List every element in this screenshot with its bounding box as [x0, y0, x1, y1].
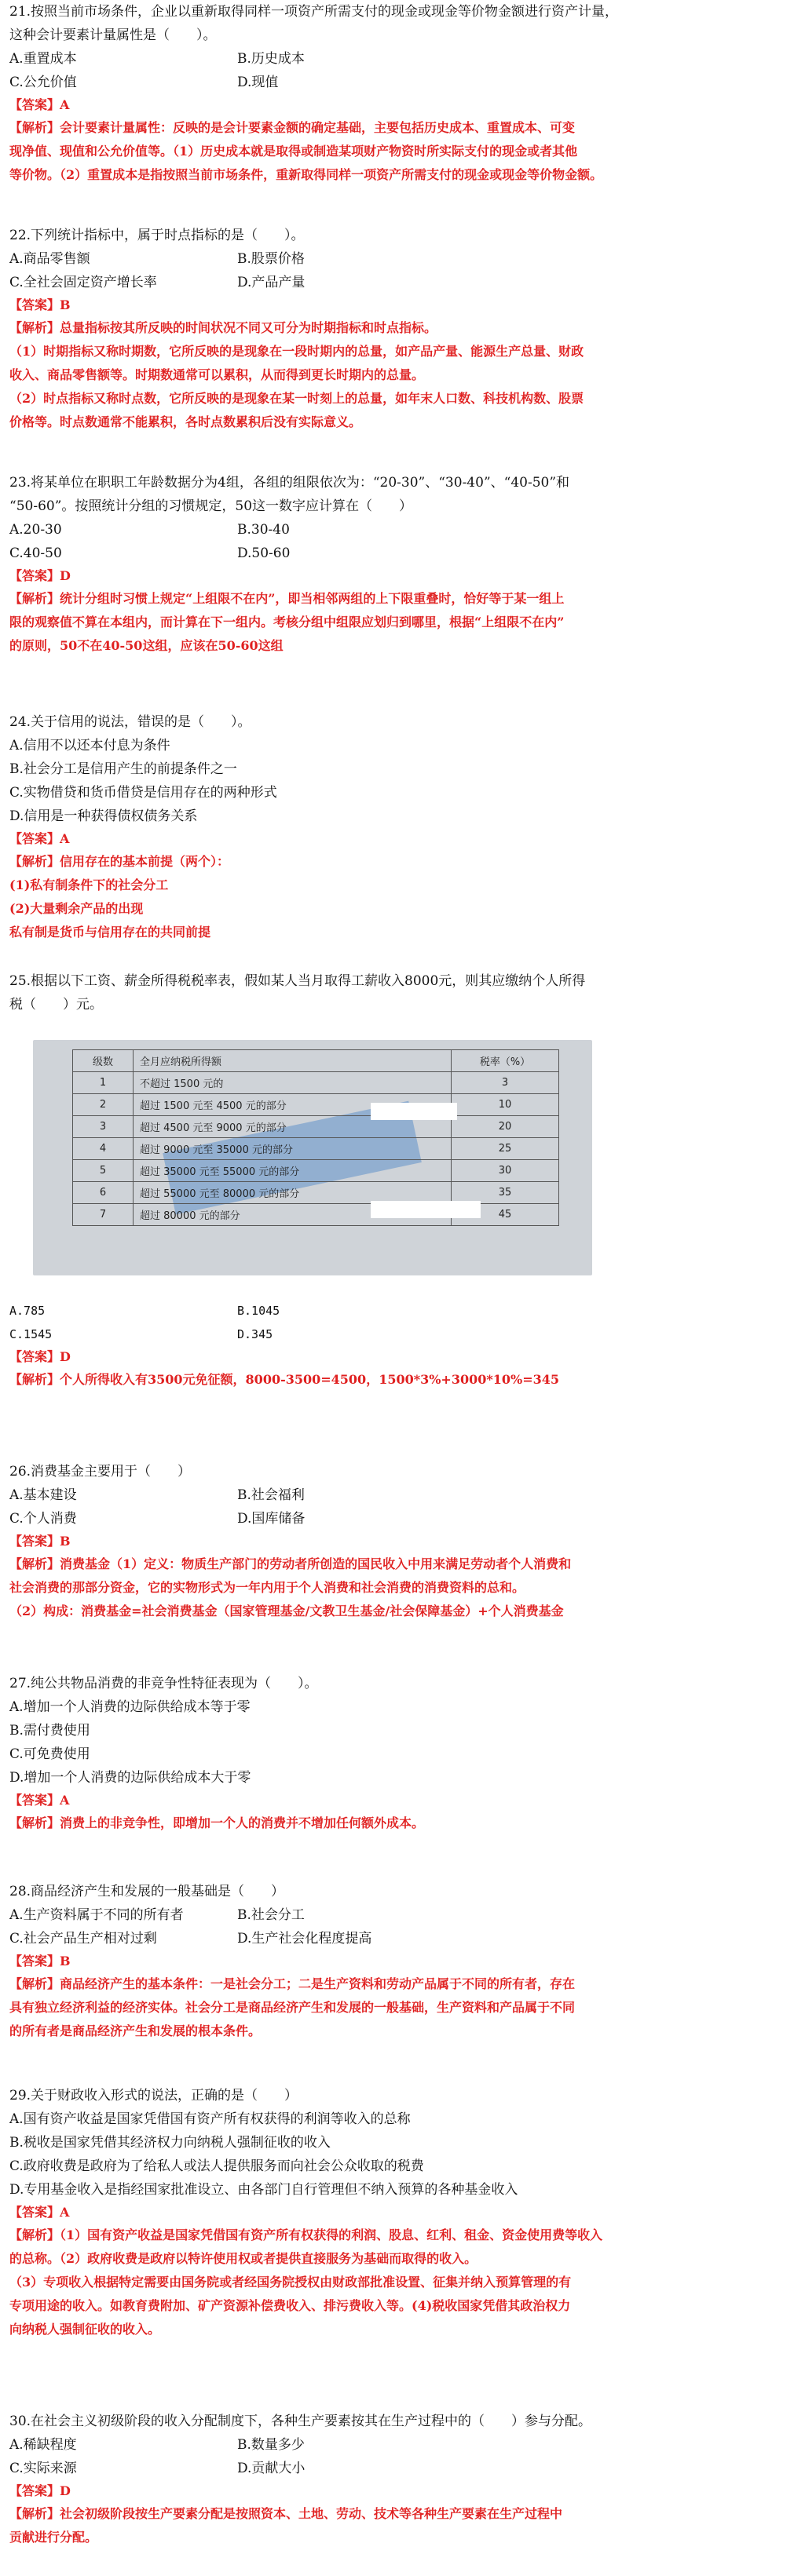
- question-24: [9, 710, 779, 944]
- option-a: A.基本建设: [9, 1487, 77, 1503]
- option-d: D.信用是一种获得债权债务关系: [9, 808, 198, 824]
- question-stem: 29.关于财政收入形式的说法，正确的是（ ）: [9, 2088, 298, 2103]
- table-row: 1 不超过 1500 元的 3: [73, 1072, 559, 1094]
- options: [9, 247, 779, 294]
- tax-rate-table-photo: [33, 1040, 592, 1275]
- option-a: A.重置成本: [9, 51, 77, 67]
- option-b: B.税收是国家凭借其经济权力向纳税人强制征收的收入: [9, 2135, 331, 2151]
- option-d: D.增加一个人消费的边际供给成本大于零: [9, 1770, 251, 1786]
- option-a: A.商品零售额: [9, 251, 90, 267]
- table-row: 7 超过 80000 元的部分 45: [73, 1204, 559, 1226]
- option-b: B.社会分工是信用产生的前提条件之一: [9, 761, 237, 777]
- question-stem: 27.纯公共物品消费的非竞争性特征表现为（ ）。: [9, 1676, 318, 1691]
- option-a: A.增加一个人消费的边际供给成本等于零: [9, 1699, 251, 1715]
- question-30: [9, 2410, 779, 2549]
- question-stem: 26.消费基金主要用于（ ）: [9, 1464, 192, 1480]
- answer: 【答案】B: [9, 1534, 71, 1549]
- table-row: 4 超过 9000 元至 35000 元的部分 25: [73, 1138, 559, 1160]
- option-c: C.全社会固定资产增长率: [9, 275, 157, 290]
- table-header: 全月应纳税所得额: [134, 1050, 452, 1072]
- answer: 【答案】A: [9, 2205, 70, 2220]
- option-c: C.社会产品生产相对过剩: [9, 1931, 157, 1947]
- question-27: [9, 1672, 779, 1835]
- analysis: 【解析】消费上的非竞争性，即增加一个人的消费并不增加任何额外成本。: [9, 1815, 425, 1830]
- option-d: D.生产社会化程度提高: [237, 1931, 372, 1947]
- option-a: A.信用不以还本付息为条件: [9, 738, 170, 753]
- option-d: D.现值: [237, 75, 279, 90]
- option-c: C.实物借贷和货币借贷是信用存在的两种形式: [9, 785, 277, 801]
- option-d: D.50-60: [237, 545, 291, 561]
- option-b: B.社会分工: [237, 1907, 305, 1923]
- options: [9, 2433, 779, 2480]
- question-25: [9, 969, 779, 1016]
- answer: 【答案】A: [9, 1793, 70, 1808]
- question-stem: 24.关于信用的说法，错误的是（ ）。: [9, 714, 251, 730]
- option-b: B.历史成本: [237, 51, 305, 67]
- answer: 【答案】B: [9, 1954, 71, 1968]
- question-23: [9, 471, 779, 658]
- table-row: 3 超过 4500 元至 9000 元的部分 20: [73, 1116, 559, 1138]
- answer: 【答案】D: [9, 568, 71, 583]
- answer: 【答案】D: [9, 2483, 71, 2498]
- answer: 【答案】D: [9, 1349, 71, 1364]
- redaction-block: [371, 1103, 457, 1120]
- question-22: [9, 224, 779, 434]
- option-d: D.345: [237, 1327, 273, 1341]
- options: [9, 47, 779, 94]
- analysis: 【解析】消费基金（1）定义：物质生产部门的劳动者所创造的国民收入中用来满足劳动者个人消费和 社会消费的那部分资金，它的实物形式为一年内用于个人消费和社会消费的消费资料的总和。 （2）构成：消费基金=社会消费基金（国家管理基金/文教卫生基金/社会保障基金）+个人消费基金: [9, 1556, 572, 1618]
- analysis: 【解析】总量指标按其所反映的时间状况不同又可分为时期指标和时点指标。 （1）时期指标又称时期数，它所反映的是现象在一段时期内的总量，如产品产量、能源生产总量、财政 收入、商品零售额等。时期数通常可以累积，从而得到更长时期内的总量。 （2）时点指标又称时点数，它所反映的是现象在某一时刻上的总量，如年末人口数、科技机构数、股票 价格等。时点数通常不能累积，各时点数累积后没有实际意义。: [9, 320, 584, 429]
- question-26: [9, 1460, 779, 1623]
- option-d: D.产品产量: [237, 275, 306, 290]
- analysis: 【解析】会计要素计量属性：反映的是会计要素金额的确定基础，主要包括历史成本、重置成本、可变 现净值、现值和公允价值等。（1）历史成本就是取得或制造某项财产物资时所实际支付的现金或者其他 等价物。（2）重置成本是指按照当前市场条件，重新取得同样一项资产所需支付的现金或现金等价物金额。: [9, 120, 603, 182]
- option-d: D.专用基金收入是指经国家批准设立、由各部门自行管理但不纳入预算的各种基金收入: [9, 2182, 518, 2198]
- answer: 【答案】B: [9, 297, 71, 312]
- option-c: C.1545: [9, 1327, 53, 1341]
- analysis: 【解析】商品经济产生的基本条件：一是社会分工；二是生产资料和劳动产品属于不同的所有者，存在 具有独立经济利益的经济实体。社会分工是商品经济产生和发展的一般基础，生产资料和产品属于不同 的所有者是商品经济产生和发展的根本条件。: [9, 1976, 576, 2038]
- redaction-block: [371, 1201, 481, 1218]
- question-stem: 25.根据以下工资、薪金所得税税率表，假如某人当月取得工薪收入8000元，则其应缴纳个人所得 税（ ）元。: [9, 973, 586, 1013]
- option-c: C.个人消费: [9, 1511, 77, 1527]
- question-stem: 23.将某单位在职职工年龄数据分为4组，各组的组限依次为：“20-30”、“30-40”、“40-50”和 “50-60”。按照统计分组的习惯规定，50这一数字应计算在（ ）: [9, 475, 570, 514]
- table-row: 5 超过 35000 元至 55000 元的部分 30: [73, 1160, 559, 1182]
- option-b: B.股票价格: [237, 251, 305, 267]
- question-25-answer: [9, 1299, 779, 1392]
- options: [9, 1903, 779, 1950]
- question-28: [9, 1880, 779, 2043]
- analysis: 【解析】信用存在的基本前提（两个）： (1)私有制条件下的社会分工 (2)大量剩余产品的出现 私有制是货币与信用存在的共同前提: [9, 854, 230, 940]
- analysis: 【解析】个人所得收入有3500元免征额，8000-3500=4500，1500*3%+3000*10%=345: [9, 1372, 560, 1387]
- option-b: B.需付费使用: [9, 1723, 90, 1739]
- options: [9, 1483, 779, 1531]
- option-c: C.40-50: [9, 545, 62, 561]
- analysis: 【解析】社会初级阶段按生产要素分配是按照资本、土地、劳动、技术等各种生产要素在生产过程中 贡献进行分配。: [9, 2506, 563, 2545]
- options: [9, 734, 779, 828]
- tax-rate-table: [72, 1049, 559, 1226]
- option-a: A.生产资料属于不同的所有者: [9, 1907, 184, 1923]
- answer: 【答案】A: [9, 97, 70, 112]
- question-21: [9, 0, 779, 187]
- option-b: B.数量多少: [237, 2437, 305, 2453]
- option-d: D.贡献大小: [237, 2461, 306, 2476]
- option-c: C.可免费使用: [9, 1746, 90, 1762]
- option-b: B.1045: [237, 1304, 280, 1318]
- options: [9, 1695, 779, 1790]
- option-c: C.实际来源: [9, 2461, 77, 2476]
- table-row: 2 超过 1500 元至 4500 元的部分 10: [73, 1094, 559, 1116]
- option-c: C.政府收费是政府为了给私人或法人提供服务而向社会公众收取的税费: [9, 2158, 424, 2174]
- option-d: D.国库储备: [237, 1511, 306, 1527]
- question-29: [9, 2084, 779, 2341]
- options: [9, 2107, 779, 2202]
- analysis: 【解析】统计分组时习惯上规定“上组限不在内”，即当相邻两组的上下限重叠时，恰好等于某一组上 限的观察值不算在本组内，而计算在下一组内。考核分组中组限应划归到哪里，根据“上组限不在内” 的原则，50不在40-50这组，应该在50-60这组: [9, 591, 565, 653]
- analysis: 【解析】（1）国有资产收益是国家凭借国有资产所有权获得的利润、股息、红利、租金、资金使用费等收入 的总称。（2）政府收费是政府以特许使用权或者提供直接服务为基础而取得的收入。 （3）专项收入根据特定需要由国务院或者经国务院授权由财政部批准设置、征集并纳入预算管理的有 专项用途的收入。如教育费附加、矿产资源补偿费收入、排污费收入等。(4)税收国家凭借其政治权力 向纳税人强制征收的收入。: [9, 2228, 603, 2337]
- question-stem: 21.按照当前市场条件，企业以重新取得同样一项资产所需支付的现金或现金等价物金额进行资产计量， 这种会计要素计量属性是（ ）。: [9, 4, 619, 43]
- question-stem: 22.下列统计指标中，属于时点指标的是（ ）。: [9, 228, 305, 243]
- option-a: A.国有资产收益是国家凭借国有资产所有权获得的利润等收入的总称: [9, 2111, 411, 2127]
- table-header: 税率（%）: [452, 1050, 559, 1072]
- option-a: A.20-30: [9, 522, 62, 538]
- options: [9, 518, 779, 565]
- option-b: B.社会福利: [237, 1487, 305, 1503]
- option-b: B.30-40: [237, 522, 290, 538]
- answer: 【答案】A: [9, 831, 70, 846]
- question-stem: 30.在社会主义初级阶段的收入分配制度下，各种生产要素按其在生产过程中的（ ）参与分配。: [9, 2414, 592, 2429]
- options: [9, 1299, 779, 1346]
- table-header: 级数: [73, 1050, 134, 1072]
- option-a: A.稀缺程度: [9, 2437, 77, 2453]
- option-a: A.785: [9, 1304, 46, 1318]
- option-c: C.公允价值: [9, 75, 77, 90]
- table-row: 6 超过 55000 元至 80000 元的部分 35: [73, 1182, 559, 1204]
- question-stem: 28.商品经济产生和发展的一般基础是（ ）: [9, 1884, 285, 1899]
